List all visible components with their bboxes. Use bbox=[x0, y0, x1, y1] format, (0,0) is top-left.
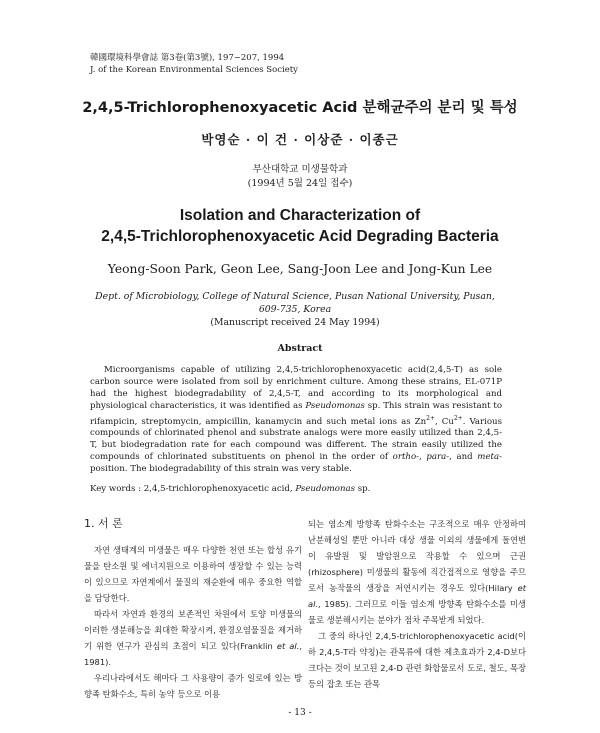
intro-paragraph-3: 우리나라에서도 해마다 그 사용량이 증가 일로에 있는 방향족 탄화수소, 특히 농약 등으로 이용 bbox=[84, 673, 302, 699]
abstract-meta: meta- bbox=[477, 452, 503, 463]
page-number: - 13 - bbox=[288, 708, 312, 718]
english-authors: Yeong-Soon Park, Geon Lee, Sang-Joon Lee and Jong-Kun Lee bbox=[107, 262, 493, 276]
abstract-body bbox=[90, 365, 502, 476]
abstract-text-4: . Various compounds of chlorinated phenol and substrate analogs were more easily utilized than 2,4,5-T, but biodegradation rate for each compound was different. The strain easily utilized the compounds of chlorinated substituents on phenol in the order of bbox=[90, 416, 502, 463]
abstract-text-2: sp. This strain was resistant to rifampicin, streptomycin, ampicillin, kanamycin and such metal ions as Zn bbox=[90, 400, 502, 427]
korean-department: 부산대학교 미생물학과 bbox=[252, 164, 348, 175]
keywords bbox=[90, 484, 502, 494]
english-title-line1: Isolation and Characterization of bbox=[179, 207, 421, 224]
korean-authors: 박영순 · 이 건 · 이상준 · 이종근 bbox=[201, 132, 399, 147]
keywords-organism: Pseudomonas bbox=[295, 484, 356, 494]
english-affiliation-line1: Dept. of Microbiology, College of Natural Science, Pusan National University, Pusan, bbox=[95, 291, 495, 302]
cu-charge: 2+ bbox=[453, 414, 463, 422]
intro-p2-text-b: , 1981). bbox=[84, 641, 302, 667]
english-title bbox=[0, 205, 600, 247]
intro-p4-text-b: , 1985). 그러므로 이들 염소계 방향족 탄화수소를 미생물로 생분해시키는 분야가 점차 주목받게 되었다. bbox=[308, 599, 526, 625]
english-affiliation-line2: 609-735, Korea bbox=[258, 304, 332, 315]
english-received-date: (Manuscript received 24 May 1994) bbox=[210, 317, 380, 328]
keywords-text: 2,4,5-trichlorophenoxyacetic acid, bbox=[143, 484, 296, 494]
abstract-heading: Abstract bbox=[277, 343, 323, 354]
abstract-para: para- bbox=[426, 452, 450, 463]
abstract-sep-2: , and bbox=[449, 452, 478, 463]
intro-paragraph-5: 그 중의 하나인 2,4,5-trichlorophenoxyacetic acid(이하 2,4,5-T라 약칭)는 관목류에 대한 제초효과가 2,4-D보다 크다는 것이 보고된 2,4-D 관련 화합물로서 도로, 철도, 목장 등의 잡초 또는 관목 bbox=[308, 631, 526, 689]
journal-name-english: J. of the Korean Environmental Sciences Society bbox=[90, 65, 298, 75]
abstract-ortho: ortho- bbox=[392, 452, 420, 463]
intro-p4-text-a: 되는 염소계 방향족 탄화수소는 구조적으로 매우 안정하여 난분해성일 뿐만 아니라 대상 생물 이외의 생물에게 돌연변이 유발원 및 발암원으로 작용할 수 있으며 근권(rhizosphere) 미생물의 활동에 직간접적으로 영향을 주므로서 농작물의 생장을 저연시키는 경우도 있다(Hilary bbox=[308, 519, 526, 593]
abstract-text-5: position. The biodegradability of this strain was very stable. bbox=[90, 464, 352, 475]
intro-p2-text-a: 따라서 자연과 환경의 보존적인 차원에서 토양 미생물의 이러한 생분해능을 최대한 확장시켜, 환경오염물질을 제거하기 위한 연구가 관심의 초점이 되고 있다(Franklin bbox=[84, 609, 302, 651]
body-column-right bbox=[308, 516, 526, 692]
keywords-suffix: sp. bbox=[355, 484, 371, 494]
keywords-label: Key words : bbox=[90, 484, 144, 494]
abstract-organism: Pseudomonas bbox=[305, 400, 365, 411]
abstract-paragraph bbox=[90, 365, 502, 476]
english-title-line2: 2,4,5-Trichlorophenoxyacetic Acid Degrading Bacteria bbox=[101, 228, 499, 245]
intro-paragraph-1: 자연 생태계의 미생물은 매우 다양한 천연 또는 합성 유기물을 탄소원 및 에너지원으로 이용하여 생장할 수 있는 능력이 있으므로 자연계에서 물질의 재순환에 매우 중요한 역할을 담당한다. bbox=[84, 545, 302, 603]
abstract-sep-1: , bbox=[419, 452, 427, 463]
intro-paragraph-2 bbox=[84, 606, 302, 670]
zn-charge: 2+ bbox=[426, 414, 435, 422]
abstract-text-3: , Cu bbox=[435, 416, 454, 427]
korean-affiliation bbox=[0, 163, 600, 191]
body-column-left bbox=[84, 516, 302, 702]
intro-p2-etal: et al. bbox=[276, 641, 300, 651]
intro-p4-etal: et al. bbox=[308, 583, 526, 609]
journal-citation-korean: 韓國環境科學會誌 第3卷(第3號), 197~207, 1994 bbox=[90, 53, 285, 63]
section-heading-introduction: 1. 서 론 bbox=[84, 517, 123, 530]
korean-received-date: (1994년 5월 24일 접수) bbox=[247, 178, 353, 189]
korean-title: 2,4,5-Trichlorophenoxyacetic Acid 분해균주의 분리 및 특성 bbox=[82, 100, 518, 116]
journal-header bbox=[90, 52, 298, 76]
abstract-text-1: Microorganisms capable of utilizing 2,4,5-trichlorophenoxyacetic acid(2,4,5-T) as sole carbon source were isolated from soil by enrichment culture. Among these strains, EL-071P had the highest biodegradability of 2,4,5-T, and according to its morphological and physiological characteristics, it was identified as bbox=[90, 365, 502, 411]
english-affiliation bbox=[90, 290, 500, 329]
intro-paragraph-4 bbox=[308, 516, 526, 628]
